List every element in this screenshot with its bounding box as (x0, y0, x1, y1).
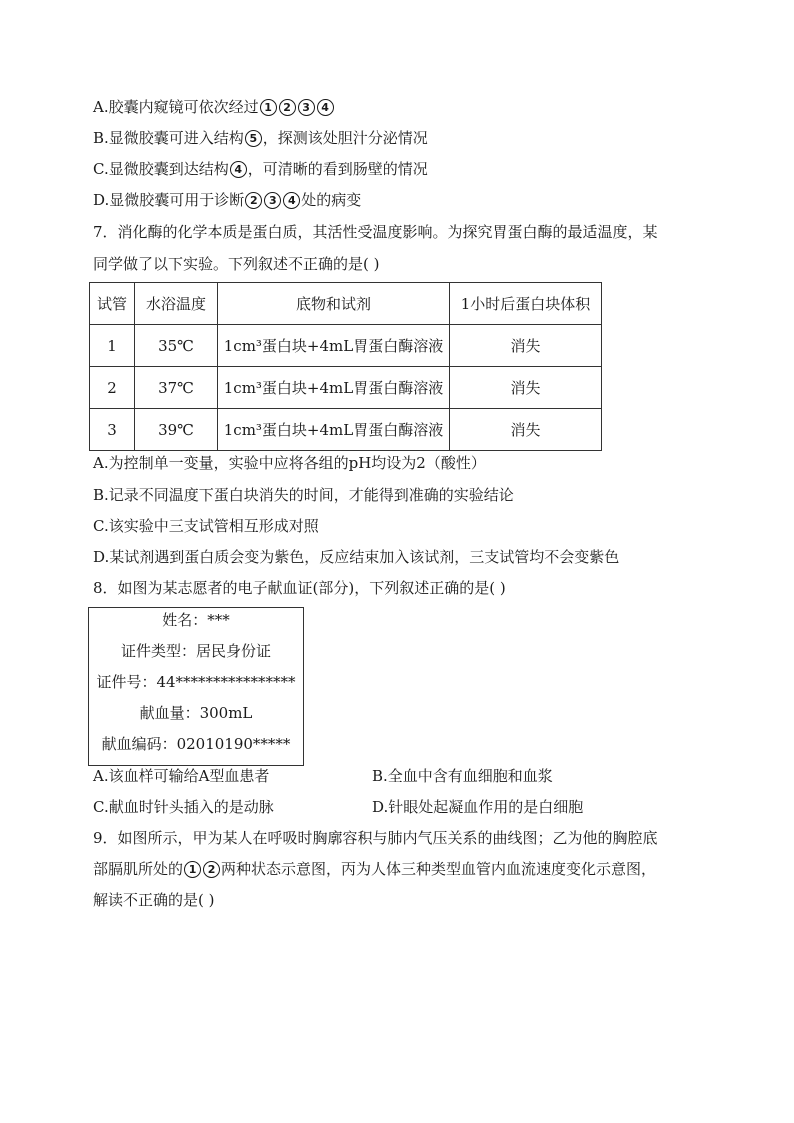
table-cell: 3 (90, 409, 135, 451)
q6-option-a (93, 97, 335, 117)
card-name: 姓名：*** (162, 611, 230, 629)
option-text: D.显微胶囊可用于诊断 (93, 191, 245, 209)
circled-number: 3 (298, 99, 315, 116)
table-cell: 2 (90, 367, 135, 409)
table-header-cell: 水浴温度 (135, 283, 218, 325)
circled-number: 2 (279, 99, 296, 116)
circled-number: 2 (245, 192, 262, 209)
q8-option-c: C.献血时针头插入的是动脉 (93, 798, 274, 816)
option-tail: 处的病变 (301, 191, 362, 209)
table-cell: 1cm³蛋白块+4mL胃蛋白酶溶液 (218, 367, 450, 409)
table-row (90, 409, 602, 451)
circled-number: 4 (230, 161, 247, 178)
q7-option-d: D.某试剂遇到蛋白质会变为紫色，反应结束加入该试剂，三支试管均不会变紫色 (93, 548, 620, 566)
circled-number: 2 (203, 861, 220, 878)
table-cell: 1cm³蛋白块+4mL胃蛋白酶溶液 (218, 409, 450, 451)
option-text: B.显微胶囊可进入结构 (93, 129, 244, 147)
option-tail: ，探测该处胆汁分泌情况 (262, 129, 428, 147)
table-header-cell: 1小时后蛋白块体积 (450, 283, 602, 325)
q8-option-b: B.全血中含有血细胞和血浆 (372, 767, 553, 785)
circled-number: 3 (264, 192, 281, 209)
table-header-cell: 底物和试剂 (218, 283, 450, 325)
table-cell: 39℃ (135, 409, 218, 451)
q9-stem-line2 (93, 859, 656, 879)
q9-stem-line3: 解读不正确的是( ) (93, 891, 215, 909)
table-cell: 消失 (450, 409, 602, 451)
stem-text: 部膈肌所处的 (93, 860, 184, 878)
table-cell: 1 (90, 325, 135, 367)
q7-stem-line2: 同学做了以下实验。下列叙述不正确的是( ) (93, 255, 380, 273)
card-volume: 献血量：300mL (139, 704, 253, 722)
q7-option-b: B.记录不同温度下蛋白块消失的时间，才能得到准确的实验结论 (93, 486, 514, 504)
card-id-number: 证件号：44**************** (96, 673, 296, 691)
table-cell: 消失 (450, 325, 602, 367)
circled-number: 4 (283, 192, 300, 209)
table-cell: 37℃ (135, 367, 218, 409)
card-id-type: 证件类型：居民身份证 (120, 642, 271, 660)
option-text: C.显微胶囊到达结构 (93, 160, 229, 178)
blood-donation-card (88, 607, 304, 766)
table-cell: 消失 (450, 367, 602, 409)
q8-stem: 8．如图为某志愿者的电子献血证(部分)，下列叙述正确的是( ) (93, 579, 506, 597)
table-row (90, 325, 602, 367)
q7-experiment-table (89, 282, 602, 451)
table-cell: 35℃ (135, 325, 218, 367)
q6-option-d (93, 190, 361, 210)
circled-number: 1 (260, 99, 277, 116)
circled-number: 5 (245, 130, 262, 147)
q6-option-c (93, 159, 428, 179)
card-code: 献血编码：02010190***** (101, 735, 291, 753)
table-header-row (90, 283, 602, 325)
table-header-cell: 试管 (90, 283, 135, 325)
stem-text: 两种状态示意图，丙为人体三种类型血管内血流速度变化示意图， (221, 860, 657, 878)
option-tail: ，可清晰的看到肠壁的情况 (247, 160, 428, 178)
q6-option-b (93, 128, 428, 148)
q8-option-d: D.针眼处起凝血作用的是白细胞 (372, 798, 584, 816)
table-row (90, 367, 602, 409)
circled-number: 4 (317, 99, 334, 116)
q7-option-a: A.为控制单一变量，实验中应将各组的pH均设为2（酸性） (93, 454, 486, 472)
q7-option-c: C.该实验中三支试管相互形成对照 (93, 517, 319, 535)
q8-option-a: A.该血样可输给A型血患者 (93, 767, 270, 785)
table-cell: 1cm³蛋白块+4mL胃蛋白酶溶液 (218, 325, 450, 367)
circled-number: 1 (184, 861, 201, 878)
q7-stem-line1: 7．消化酶的化学本质是蛋白质，其活性受温度影响。为探究胃蛋白酶的最适温度，某 (93, 223, 658, 241)
option-text: A.胶囊内窥镜可依次经过 (93, 98, 259, 116)
q9-stem-line1: 9．如图所示，甲为某人在呼吸时胸廓容积与肺内气压关系的曲线图；乙为他的胸腔底 (93, 829, 658, 847)
